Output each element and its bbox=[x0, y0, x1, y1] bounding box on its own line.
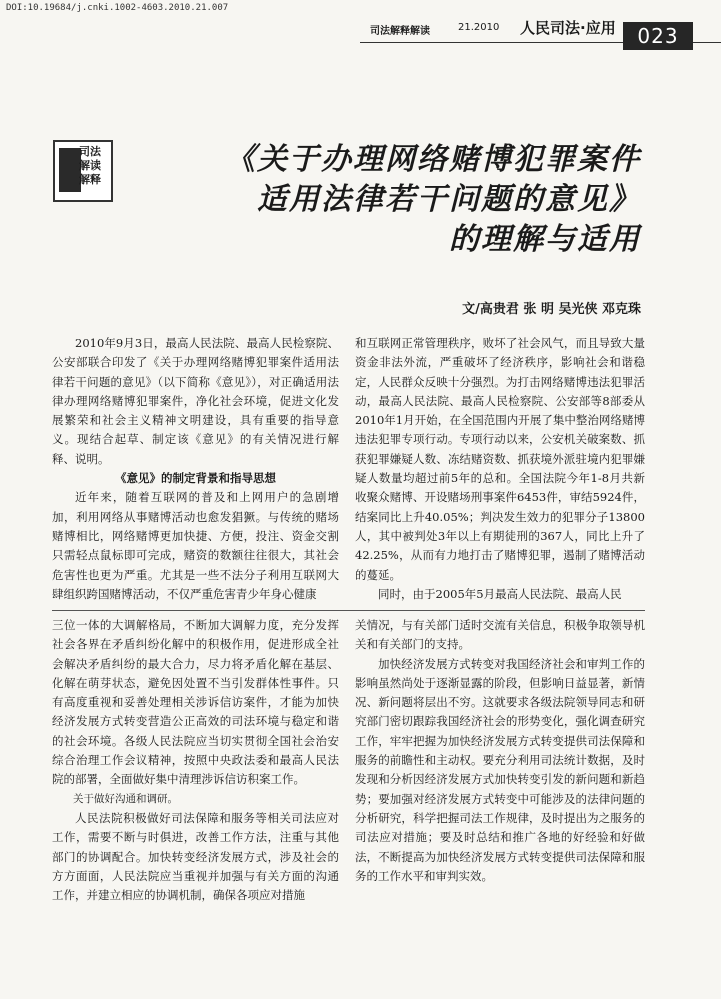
logo-block bbox=[59, 148, 81, 192]
section-heading: 《意见》的制定背景和指导思想 bbox=[115, 471, 276, 486]
column-logo bbox=[53, 140, 113, 202]
paragraph: 关情况，与有关部门适时交流有关信息，积极争取领导机关和有关部门的支持。 bbox=[355, 618, 645, 652]
column-name: 司法解释解读 bbox=[370, 26, 430, 37]
paragraph: 同时，由于2005年5月最高人民法院、最高人民 bbox=[378, 586, 622, 601]
logo-text-3: 解释 bbox=[79, 173, 101, 186]
logo-text-1: 司法 bbox=[79, 145, 101, 158]
paragraph: 人民法院积极做好司法保障和服务等相关司法应对工作，需要不断与时俱进，改善工作方法，注重与其他部门的协调配合。加快转变经济发展方式，涉及社会的方方面面，人民法院应当重视并加强与有关方面的沟通工作，并建立相应的协调机制，确保各项应对措施 bbox=[52, 810, 339, 903]
paragraph: 三位一体的大调解格局，不断加大调解力度，充分发挥社会各界在矛盾纠纷化解中的积极作用，促进形成全社会解决矛盾纠纷的最大合力，尽力将矛盾化解在基层、化解在萌芽状态，避免因处置不当引发群体性事件。只有高度重视和妥善处理相关涉诉信访案件，才能为加快经济发展方式转变营造公正高效的司法环境与稳定和谐的社会环境。各级人民法院应当切实贯彻全国社会治安综合治理工作会议精神，按照中央政法委和最高人民法院的部署，全面做好集中清理涉诉信访积案工作。 bbox=[52, 618, 339, 787]
right-column-bottom bbox=[355, 616, 645, 886]
subsection-heading: 关于做好沟通和调研。 bbox=[73, 792, 178, 805]
left-column-bottom bbox=[52, 616, 339, 905]
title-line-3: 的理解与适用 bbox=[449, 222, 641, 257]
section-divider bbox=[52, 610, 645, 611]
title-line-2: 适用法律若干问题的意见》 bbox=[257, 182, 641, 217]
issue-date: 21.2010 bbox=[458, 22, 500, 33]
right-column-top bbox=[355, 334, 645, 604]
article-title bbox=[225, 140, 641, 260]
title-line-1: 《关于办理网络赌博犯罪案件 bbox=[225, 142, 641, 177]
left-column-top bbox=[52, 334, 339, 604]
doi-line: DOI:10.19684/j.cnki.1002-4603.2010.21.007 bbox=[6, 3, 229, 13]
magazine-name: 人民司法·应用 bbox=[520, 19, 616, 37]
authors: 文/高贵君 张 明 吴光侠 邓克珠 bbox=[462, 302, 641, 317]
paragraph: 加快经济发展方式转变对我国经济社会和审判工作的影响虽然尚处于逐渐显露的阶段，但影响日益显著，新情况、新问题将层出不穷。这就要求各级法院领导同志和研究部门密切跟踪我国经济社会的形势变化，强化调查研究工作，牢牢把握为加快经济发展方式转变提供司法保障和服务的前瞻性和主动权。要充分利用司法统计数据，及时发现和分析因经济发展方式加快转变引发的新问题和新趋势；要加强对经济发展方式转变中可能涉及的法律问题的分析研究，科学把握司法工作规律，及时提出为之服务的司法应对措施；要及时总结和推广各地的好经验和好做法，不断提高为加快经济发展方式转变提供司法保障和服务的工作水平和审判实效。 bbox=[355, 656, 645, 883]
paragraph: 和互联网正常管理秩序，败坏了社会风气，而且导致大量资金非法外流，严重破坏了经济秩序，影响社会和谐稳定，人民群众反映十分强烈。为打击网络赌博违法犯罪活动，最高人民法院、最高人民检察院、公安部等8部委从2010年1月开始，在全国范围内开展了集中整治网络赌博违法犯罪专项行动。专项行动以来，公安机关破案数、抓获犯罪嫌疑人数、冻结赌资数、抓获境外派驻境内犯罪嫌疑人数量均超过前5年的总和。全国法院今年1-8月共新收聚众赌博、开设赌场刑事案件6453件，审结5924件，结案同比上升40.05%；判决发生效力的犯罪分子13800人，其中被判处3年以上有期徒刑的367人，同比上升了42.25%，从而有力地打击了赌博犯罪，遏制了赌博活动的蔓延。 bbox=[355, 336, 645, 582]
paragraph: 2010年9月3日，最高人民法院、最高人民检察院、公安部联合印发了《关于办理网络赌博犯罪案件适用法律若干问题的意见》（以下简称《意见》），对正确适用法律办理网络赌博犯罪案件，净化社会环境，促进文化发展繁荣和社会主义精神文明建设，具有重要的指导意义。现结合起草、制定该《意见》的有关情况进行解释、说明。 bbox=[52, 336, 339, 466]
paragraph: 近年来，随着互联网的普及和上网用户的急剧增加，利用网络从事赌博活动也愈发猖獗。与传统的赌场赌博相比，网络赌博更加快捷、方便，投注、资金交割只需轻点鼠标即可完成，赌资的数额往往很大，其社会危害性也更为严重。尤其是一些不法分子利用互联网大肆组织跨国赌博活动，不仅严重危害青少年身心健康 bbox=[52, 490, 339, 601]
logo-text-2: 解读 bbox=[79, 159, 101, 172]
page-number: 023 bbox=[623, 22, 693, 50]
